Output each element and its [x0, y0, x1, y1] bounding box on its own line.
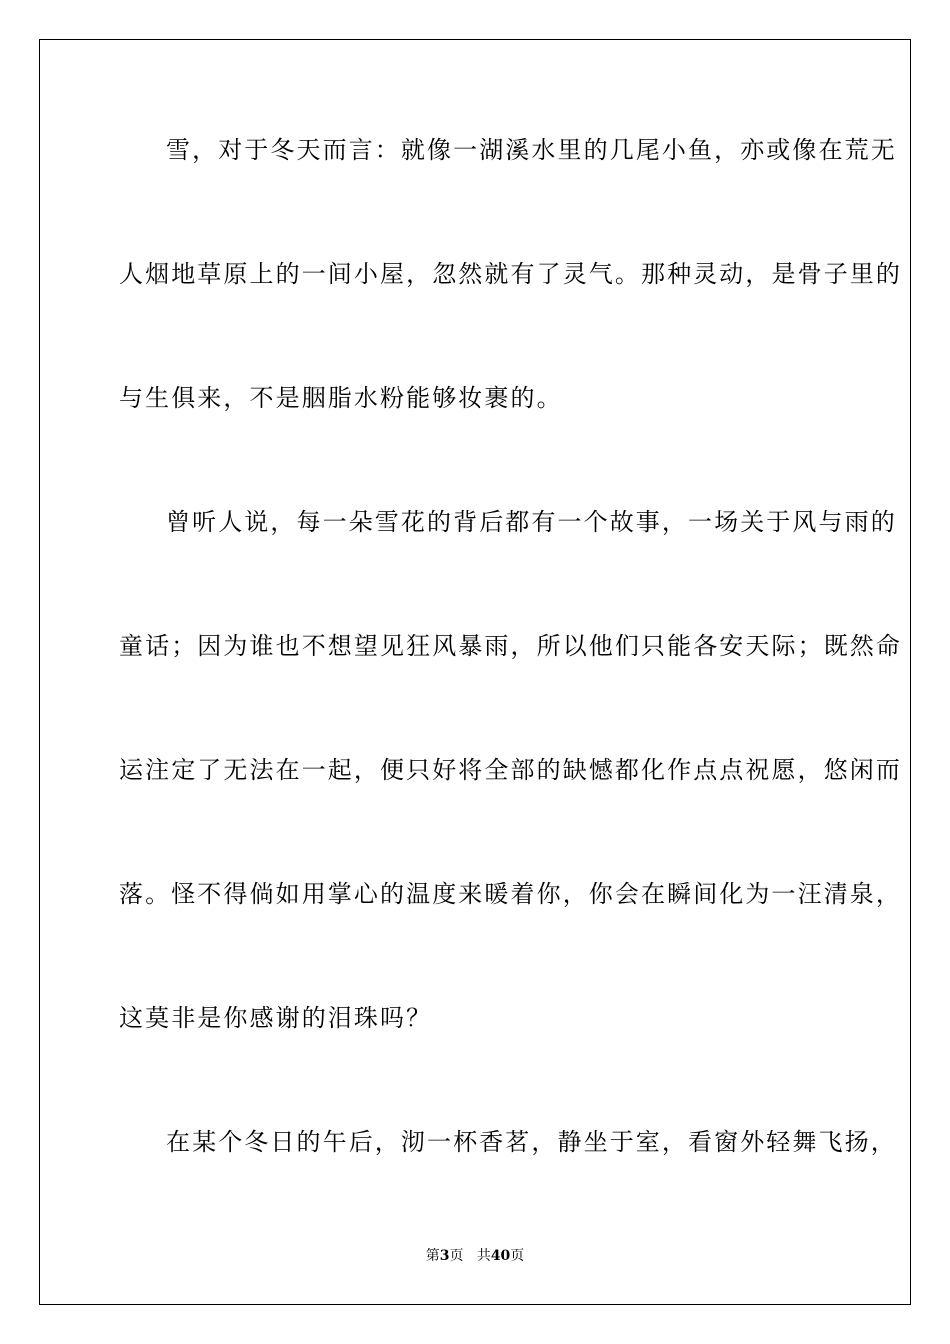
footer-page-prefix: 第: [425, 1248, 440, 1264]
footer-total-prefix: 共: [476, 1248, 491, 1264]
footer-page-number: 3: [439, 1248, 450, 1264]
paragraph-2-line-4: 落。怪不得倘如用掌心的温度来暖着你，你会在瞬间化为一汪清泉，: [119, 880, 902, 908]
paragraph-1-line-1: 雪，对于冬天而言：就像一湖溪水里的几尾小鱼，亦或像在荒无: [166, 136, 897, 164]
footer-total-suffix: 页: [510, 1248, 525, 1264]
page-footer: [0, 1245, 950, 1265]
paragraph-2-line-1: 曾听人说，每一朵雪花的背后都有一个故事，一场关于风与雨的: [166, 508, 897, 536]
paragraph-1-line-2: 人烟地草原上的一间小屋，忽然就有了灵气。那种灵动，是骨子里的: [119, 260, 902, 288]
paragraph-1-line-3: 与生俱来，不是胭脂水粉能够妆裹的。: [119, 384, 563, 412]
paragraph-2-line-2: 童话；因为谁也不想望见狂风暴雨，所以他们只能各安天际；既然命: [119, 632, 902, 660]
footer-total-pages: 40: [490, 1248, 511, 1264]
page-frame: [39, 39, 911, 1305]
paragraph-3-line-1: 在某个冬日的午后，沏一杯香茗，静坐于室，看窗外轻舞飞扬，: [166, 1128, 897, 1156]
paragraph-2-line-5: 这莫非是你感谢的泪珠吗？: [119, 1004, 433, 1032]
paragraph-2-line-3: 运注定了无法在一起，便只好将全部的缺憾都化作点点祝愿，悠闲而: [119, 756, 902, 784]
footer-page-suffix: 页: [449, 1248, 464, 1264]
